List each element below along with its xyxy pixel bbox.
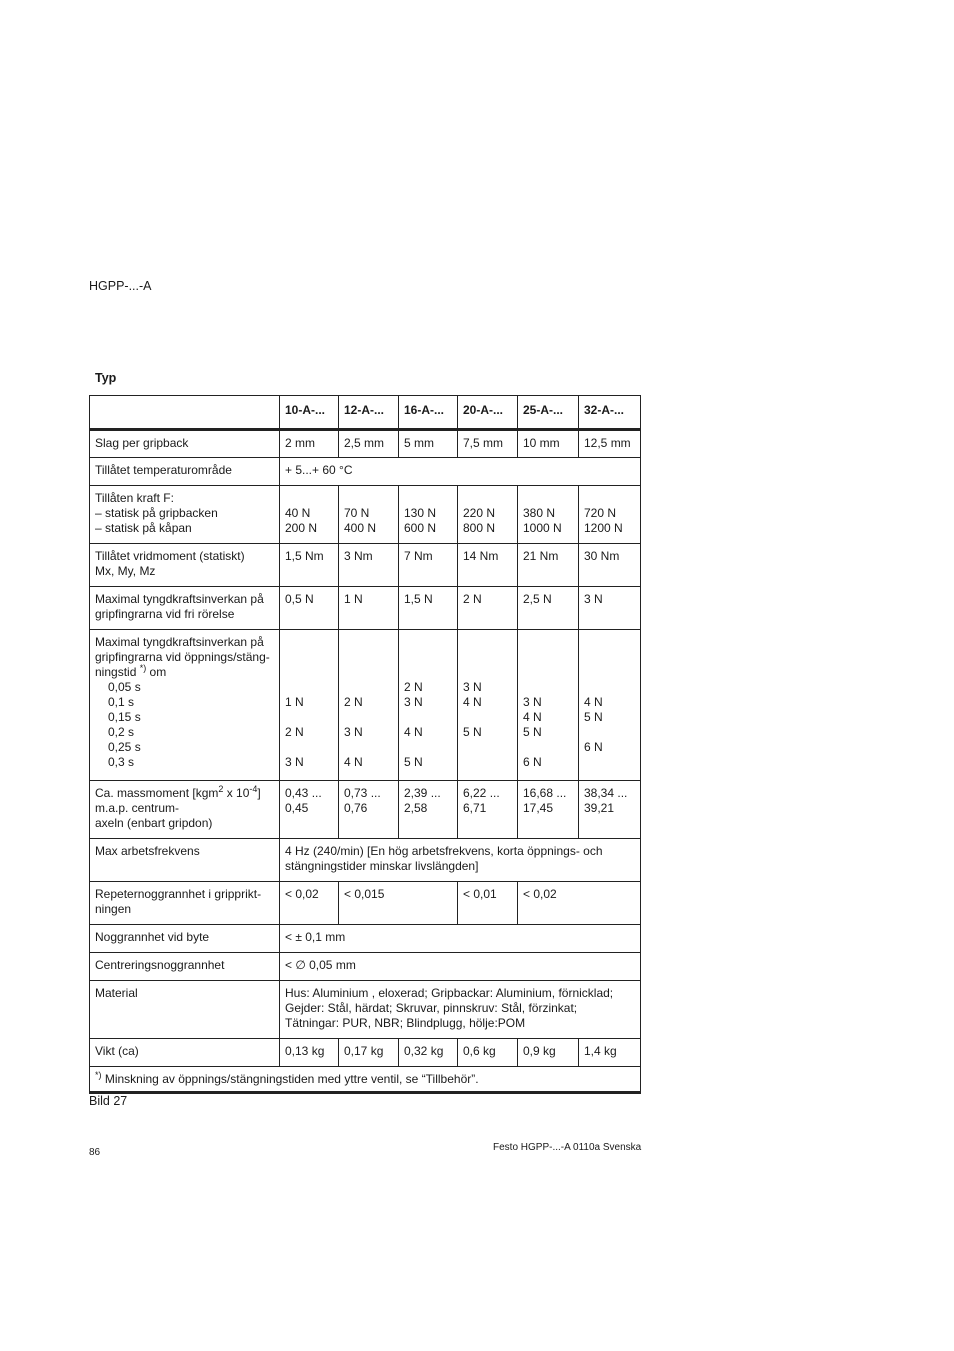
table-cell: 0,43 ... 0,45	[280, 781, 339, 839]
table-cell: 14 Nm	[458, 544, 518, 587]
table-row	[90, 630, 641, 781]
type-label: Typ	[95, 371, 117, 385]
table-cell: 7 Nm	[399, 544, 458, 587]
table-cell: < 0,01	[458, 882, 518, 925]
table-cell: 4 Hz (240/min) [En hög arbetsfrekvens, korta öppnings- och stängningstider minskar livslängden]	[280, 839, 641, 882]
table-cell: 4 N 5 N 6 N	[579, 630, 641, 781]
table-row	[90, 925, 641, 953]
row-label: Noggrannhet vid byte	[90, 925, 280, 953]
table-row	[90, 430, 641, 458]
row-label: Tillåtet temperaturområde	[90, 458, 280, 486]
table-cell: < ∅ 0,05 mm	[280, 953, 641, 981]
row-label: Centreringsnoggrannhet	[90, 953, 280, 981]
column-header: 32-A-...	[579, 396, 641, 430]
table-cell: 3 N 4 N 5 N	[458, 630, 518, 781]
table-row	[90, 981, 641, 1039]
table-cell: 10 mm	[518, 430, 579, 458]
table-row	[90, 781, 641, 839]
row-label: Slag per gripback	[90, 430, 280, 458]
row-label: Maximal tyngdkraftsinverkan på gripfingrarna vid öppnings/stäng- ningstid *) om 0,05 s 0,1 s 0,15 s 0,2 s 0,25 s 0,3 s	[90, 630, 280, 781]
row-label: Repeternoggrannhet i gripprikt- ningen	[90, 882, 280, 925]
table-cell: 2 N 3 N 4 N	[339, 630, 399, 781]
column-header: 25-A-...	[518, 396, 579, 430]
table-cell: 16,68 ... 17,45	[518, 781, 579, 839]
table-cell: 7,5 mm	[458, 430, 518, 458]
table-cell: 21 Nm	[518, 544, 579, 587]
table-cell: 720 N 1200 N	[579, 486, 641, 544]
table-cell: 70 N 400 N	[339, 486, 399, 544]
row-label	[90, 486, 280, 544]
table-row	[90, 953, 641, 981]
table-cell: 0,13 kg	[280, 1039, 339, 1067]
column-header: 20-A-...	[458, 396, 518, 430]
table-cell: 1,4 kg	[579, 1039, 641, 1067]
table-footnote-row	[90, 1067, 641, 1093]
label-line: Tillåten kraft F:	[95, 491, 174, 505]
table-header-row	[90, 396, 641, 430]
table-cell: 12,5 mm	[579, 430, 641, 458]
table-row	[90, 544, 641, 587]
table-cell: 220 N 800 N	[458, 486, 518, 544]
table-row	[90, 882, 641, 925]
table-cell: Hus: Aluminium , eloxerad; Gripbackar: Aluminium, förnicklad; Gejder: Stål, härdat; Skruvar, pinnskruv: Stål, förzinkat; Tätningar: PUR, NBR; Blindplugg, hölje:POM	[280, 981, 641, 1039]
table-cell: 1 N	[339, 587, 399, 630]
column-header: 10-A-...	[280, 396, 339, 430]
table-cell: 30 Nm	[579, 544, 641, 587]
header-empty-cell	[90, 396, 280, 430]
table-cell: + 5...+ 60 °C	[280, 458, 641, 486]
table-cell: 3 N 4 N 5 N 6 N	[518, 630, 579, 781]
row-label: Vikt (ca)	[90, 1039, 280, 1067]
table-cell: 2 N	[458, 587, 518, 630]
table-cell: 0,5 N	[280, 587, 339, 630]
table-cell: 130 N 600 N	[399, 486, 458, 544]
row-label: Max arbetsfrekvens	[90, 839, 280, 882]
table-cell: 1 N 2 N 3 N	[280, 630, 339, 781]
table-cell: 2 mm	[280, 430, 339, 458]
table-row	[90, 458, 641, 486]
table-cell: 0,32 kg	[399, 1039, 458, 1067]
row-label: Maximal tyngdkraftsinverkan på gripfingrarna vid fri rörelse	[90, 587, 280, 630]
table-cell: < ± 0,1 mm	[280, 925, 641, 953]
table-cell: 0,9 kg	[518, 1039, 579, 1067]
table-cell: 2,39 ... 2,58	[399, 781, 458, 839]
row-label: Ca. massmoment [kgm$^2$ x $10^{-4}$] m.a.p. centrum- axeln (enbart gripdon)	[90, 781, 280, 839]
table-cell: 3 Nm	[339, 544, 399, 587]
table-row	[90, 839, 641, 882]
table-cell: 0,73 ... 0,76	[339, 781, 399, 839]
table-cell: 6,22 ... 6,71	[458, 781, 518, 839]
technical-data-table	[89, 395, 641, 1094]
table-cell: 0,6 kg	[458, 1039, 518, 1067]
table-row	[90, 486, 641, 544]
figure-caption: Bild 27	[89, 1094, 128, 1108]
table-cell: 3 N	[579, 587, 641, 630]
column-header: 12-A-...	[339, 396, 399, 430]
table-cell: 380 N 1000 N	[518, 486, 579, 544]
table-cell: 5 mm	[399, 430, 458, 458]
table-row	[90, 587, 641, 630]
table-cell: 2,5 N	[518, 587, 579, 630]
page-number: 86	[89, 1147, 101, 1158]
table-cell: 38,34 ... 39,21	[579, 781, 641, 839]
document-header: HGPP-...-A	[89, 279, 152, 293]
column-header: 16-A-...	[399, 396, 458, 430]
row-label: Material	[90, 981, 280, 1039]
table-cell: 1,5 N	[399, 587, 458, 630]
table-cell: 2 N 3 N 4 N 5 N	[399, 630, 458, 781]
table-cell: 1,5 Nm	[280, 544, 339, 587]
table-cell: < 0,02	[518, 882, 641, 925]
table-cell: 2,5 mm	[339, 430, 399, 458]
label-line: – statisk på kåpan	[95, 521, 192, 535]
table-cell: < 0,02	[280, 882, 339, 925]
table-cell: 0,17 kg	[339, 1039, 399, 1067]
label-line: – statisk på gripbacken	[95, 506, 218, 520]
table-cell: < 0,015	[339, 882, 458, 925]
footnote: *) Minskning av öppnings/stängningstiden med yttre ventil, se “Tillbehör”.	[90, 1067, 641, 1093]
table-row	[90, 1039, 641, 1067]
table-cell: 40 N 200 N	[280, 486, 339, 544]
page-footer: Festo HGPP-...-A 0110a Svenska	[493, 1142, 642, 1153]
row-label: Tillåtet vridmoment (statiskt) Mx, My, Mz	[90, 544, 280, 587]
